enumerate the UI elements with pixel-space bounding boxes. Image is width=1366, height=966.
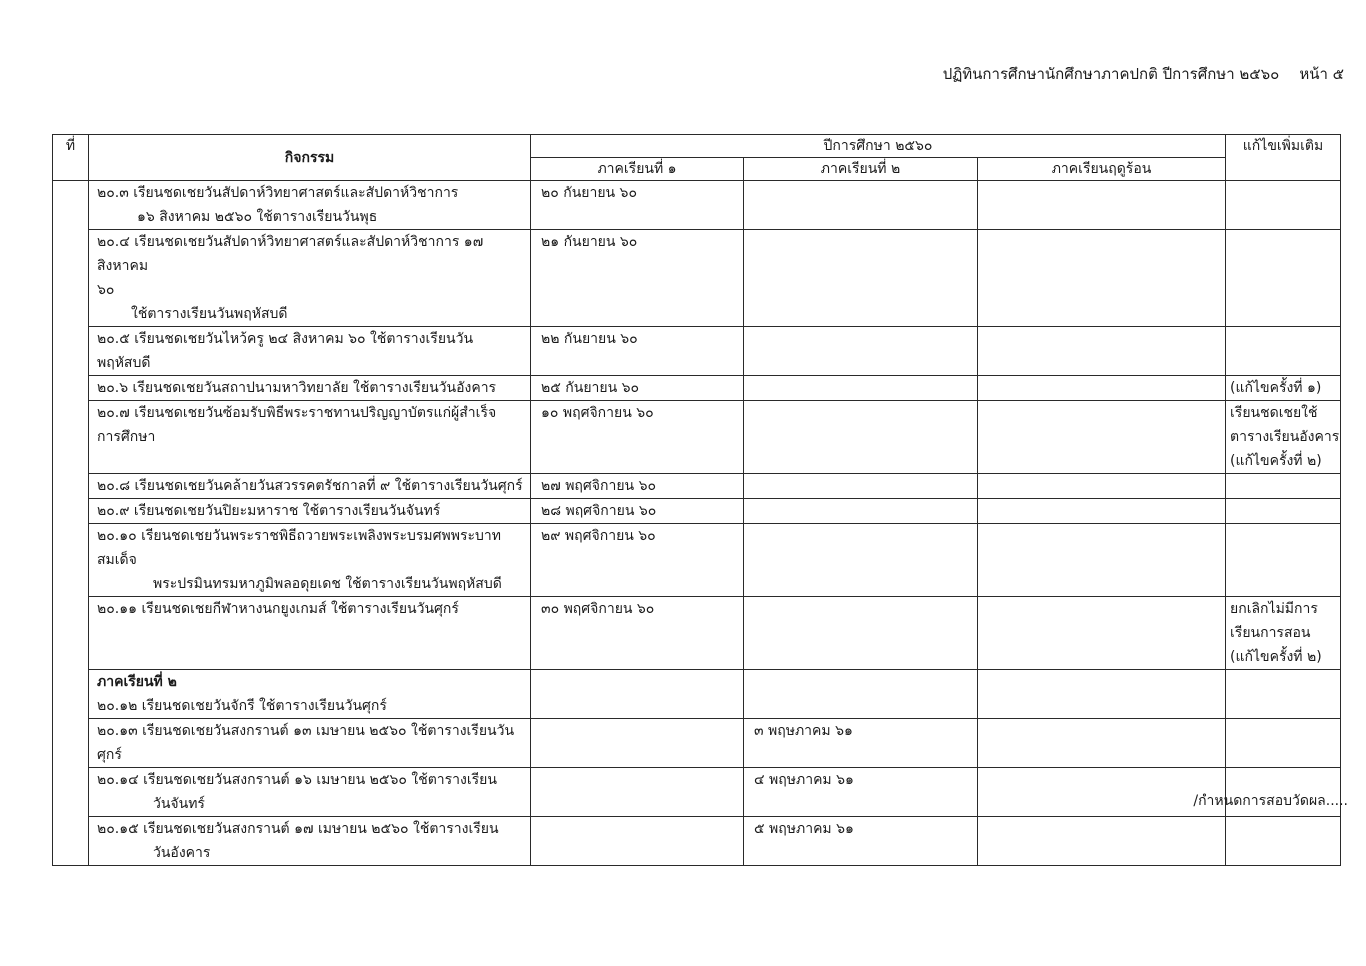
term2-cell bbox=[744, 401, 978, 474]
summer-cell bbox=[978, 376, 1226, 401]
term1-cell bbox=[531, 719, 744, 768]
activity-line: วันจันทร์ bbox=[153, 796, 205, 812]
term2-cell bbox=[744, 376, 978, 401]
term2-cell bbox=[744, 230, 978, 327]
table-row bbox=[53, 327, 1341, 376]
activity-cell bbox=[89, 597, 531, 670]
note-line: เรียนชดเชยใช้ bbox=[1230, 405, 1318, 421]
note-cell bbox=[1226, 401, 1341, 474]
activity-line: วันอังคาร bbox=[153, 845, 211, 861]
section-title: ภาคเรียนที่ ๒ bbox=[97, 674, 177, 690]
activity-line: ๒๐.๙ เรียนชดเชยวันปิยะมหาราช ใช้ตารางเรียนวันจันทร์ bbox=[97, 503, 441, 519]
table-row bbox=[53, 670, 1341, 719]
continuation-note: /กำหนดการสอบวัดผล..... bbox=[1193, 793, 1348, 809]
note-cell bbox=[1226, 499, 1341, 524]
activity-cell bbox=[89, 768, 531, 817]
activity-cell bbox=[89, 181, 531, 230]
table-row bbox=[53, 597, 1341, 670]
summer-cell bbox=[978, 524, 1226, 597]
table-row bbox=[53, 499, 1341, 524]
activity-line: ๖๐ bbox=[97, 282, 115, 298]
term1-cell bbox=[531, 670, 744, 719]
term2-cell: ๕ พฤษภาคม ๖๑ bbox=[744, 817, 978, 866]
term2-cell bbox=[744, 597, 978, 670]
column-header-term2: ภาคเรียนที่ ๒ bbox=[744, 158, 978, 181]
table-row bbox=[53, 230, 1341, 327]
summer-cell bbox=[978, 719, 1226, 768]
note-line: (แก้ไขครั้งที่ ๑) bbox=[1230, 380, 1322, 396]
summer-cell bbox=[978, 768, 1226, 817]
page-number: หน้า ๕ bbox=[1299, 65, 1344, 83]
activity-line: การศึกษา bbox=[97, 429, 156, 445]
term2-cell bbox=[744, 524, 978, 597]
term1-cell: ๑๐ พฤศจิกายน ๖๐ bbox=[531, 401, 744, 474]
activity-line: ๒๐.๑๕ เรียนชดเชยวันสงกรานต์ ๑๗ เมษายน ๒๕๖๐ ใช้ตารางเรียน bbox=[97, 821, 499, 837]
term1-cell: ๒๘ พฤศจิกายน ๖๐ bbox=[531, 499, 744, 524]
activity-cell bbox=[89, 376, 531, 401]
note-line: ยกเลิกไม่มีการ bbox=[1230, 601, 1318, 617]
activity-cell bbox=[89, 401, 531, 474]
activity-cell bbox=[89, 327, 531, 376]
activity-line: ๒๐.๔ เรียนชดเชยวันสัปดาห์วิทยาศาสตร์และสัปดาห์วิชาการ ๑๗ สิงหาคม bbox=[97, 234, 484, 274]
note-line: ตารางเรียนอังคาร bbox=[1230, 429, 1340, 445]
table-row bbox=[53, 524, 1341, 597]
term1-cell bbox=[531, 817, 744, 866]
note-line: เรียนการสอน bbox=[1230, 625, 1311, 641]
term2-cell bbox=[744, 670, 978, 719]
activity-line: พระปรมินทรมหาภูมิพลอดุยเดช ใช้ตารางเรียนวันพฤหัสบดี bbox=[153, 576, 502, 592]
academic-calendar-table bbox=[52, 134, 1341, 866]
note-cell bbox=[1226, 230, 1341, 327]
term2-cell bbox=[744, 499, 978, 524]
term1-cell bbox=[531, 768, 744, 817]
table-row bbox=[53, 401, 1341, 474]
term1-cell: ๒๒ กันยายน ๖๐ bbox=[531, 327, 744, 376]
activity-line: ๒๐.๕ เรียนชดเชยวันไหว้ครู ๒๔ สิงหาคม ๖๐ ใช้ตารางเรียนวันพฤหัสบดี bbox=[97, 331, 474, 371]
note-cell bbox=[1226, 524, 1341, 597]
table-row bbox=[53, 768, 1341, 817]
summer-cell bbox=[978, 230, 1226, 327]
note-cell bbox=[1226, 597, 1341, 670]
column-header-year: ปีการศึกษา ๒๕๖๐ bbox=[531, 135, 1226, 158]
table-row bbox=[53, 376, 1341, 401]
term2-cell: ๓ พฤษภาคม ๖๑ bbox=[744, 719, 978, 768]
document-title: ปฏิทินการศึกษานักศึกษาภาคปกติ ปีการศึกษา ๒๕๖๐ bbox=[942, 65, 1280, 83]
term1-cell: ๒๗ พฤศจิกายน ๖๐ bbox=[531, 474, 744, 499]
column-header-term1: ภาคเรียนที่ ๑ bbox=[531, 158, 744, 181]
activity-line: ๑๖ สิงหาคม ๒๕๖๐ ใช้ตารางเรียนวันพุธ bbox=[137, 209, 378, 225]
summer-cell bbox=[978, 181, 1226, 230]
note-cell bbox=[1226, 474, 1341, 499]
activity-cell bbox=[89, 817, 531, 866]
activity-line: ๒๐.๘ เรียนชดเชยวันคล้ายวันสวรรคตรัชกาลที่ ๙ ใช้ตารางเรียนวันศุกร์ bbox=[97, 478, 523, 494]
activity-line: ๒๐.๑๐ เรียนชดเชยวันพระราชพิธีถวายพระเพลิงพระบรมศพพระบาทสมเด็จ bbox=[97, 528, 501, 568]
activity-cell bbox=[89, 499, 531, 524]
summer-cell bbox=[978, 499, 1226, 524]
activity-line: ๒๐.๑๔ เรียนชดเชยวันสงกรานต์ ๑๖ เมษายน ๒๕๖๐ ใช้ตารางเรียน bbox=[97, 772, 497, 788]
activity-cell bbox=[89, 230, 531, 327]
summer-cell bbox=[978, 670, 1226, 719]
note-cell bbox=[1226, 181, 1341, 230]
term2-cell bbox=[744, 181, 978, 230]
table-row bbox=[53, 817, 1341, 866]
activity-line: ใช้ตารางเรียนวันพฤหัสบดี bbox=[131, 306, 288, 322]
table-row bbox=[53, 474, 1341, 499]
note-cell bbox=[1226, 817, 1341, 866]
activity-line: ๒๐.๖ เรียนชดเชยวันสถาปนามหาวิทยาลัย ใช้ตารางเรียนวันอังคาร bbox=[97, 380, 497, 396]
activity-cell bbox=[89, 719, 531, 768]
activity-cell bbox=[89, 474, 531, 499]
term1-cell: ๓๐ พฤศจิกายน ๖๐ bbox=[531, 597, 744, 670]
activity-line: ๒๐.๓ เรียนชดเชยวันสัปดาห์วิทยาศาสตร์และสัปดาห์วิชาการ bbox=[97, 185, 459, 201]
term2-cell: ๔ พฤษภาคม ๖๑ bbox=[744, 768, 978, 817]
column-header-no: ที่ bbox=[53, 135, 89, 181]
term2-cell bbox=[744, 327, 978, 376]
column-header-note: แก้ไขเพิ่มเติม bbox=[1226, 135, 1341, 181]
activity-line: ๒๐.๗ เรียนชดเชยวันซ้อมรับพิธีพระราชทานปริญญาบัตรแก่ผู้สำเร็จ bbox=[97, 405, 497, 421]
note-cell bbox=[1226, 670, 1341, 719]
note-line: (แก้ไขครั้งที่ ๒) bbox=[1230, 453, 1322, 469]
table-row bbox=[53, 719, 1341, 768]
summer-cell bbox=[978, 817, 1226, 866]
table-row bbox=[53, 181, 1341, 230]
page-header bbox=[943, 62, 1344, 86]
activity-cell bbox=[89, 670, 531, 719]
activity-line: ๒๐.๑๑ เรียนชดเชยกีฬาหางนกยูงเกมส์ ใช้ตารางเรียนวันศุกร์ bbox=[97, 601, 459, 617]
term1-cell: ๒๙ พฤศจิกายน ๖๐ bbox=[531, 524, 744, 597]
summer-cell bbox=[978, 327, 1226, 376]
term2-cell bbox=[744, 474, 978, 499]
note-cell bbox=[1226, 719, 1341, 768]
column-header-activity: กิจกรรม bbox=[89, 135, 531, 181]
activity-cell bbox=[89, 524, 531, 597]
term1-cell: ๒๕ กันยายน ๖๐ bbox=[531, 376, 744, 401]
note-cell bbox=[1226, 376, 1341, 401]
summer-cell bbox=[978, 401, 1226, 474]
row-number-cell bbox=[53, 181, 89, 866]
summer-cell bbox=[978, 474, 1226, 499]
column-header-summer: ภาคเรียนฤดูร้อน bbox=[978, 158, 1226, 181]
note-cell bbox=[1226, 327, 1341, 376]
summer-cell bbox=[978, 597, 1226, 670]
term1-cell: ๒๐ กันยายน ๖๐ bbox=[531, 181, 744, 230]
term1-cell: ๒๑ กันยายน ๖๐ bbox=[531, 230, 744, 327]
note-line: (แก้ไขครั้งที่ ๒) bbox=[1230, 649, 1322, 665]
activity-line: ๒๐.๑๒ เรียนชดเชยวันจักรี ใช้ตารางเรียนวันศุกร์ bbox=[97, 698, 387, 714]
activity-line: ๒๐.๑๓ เรียนชดเชยวันสงกรานต์ ๑๓ เมษายน ๒๕๖๐ ใช้ตารางเรียนวันศุกร์ bbox=[97, 723, 515, 763]
